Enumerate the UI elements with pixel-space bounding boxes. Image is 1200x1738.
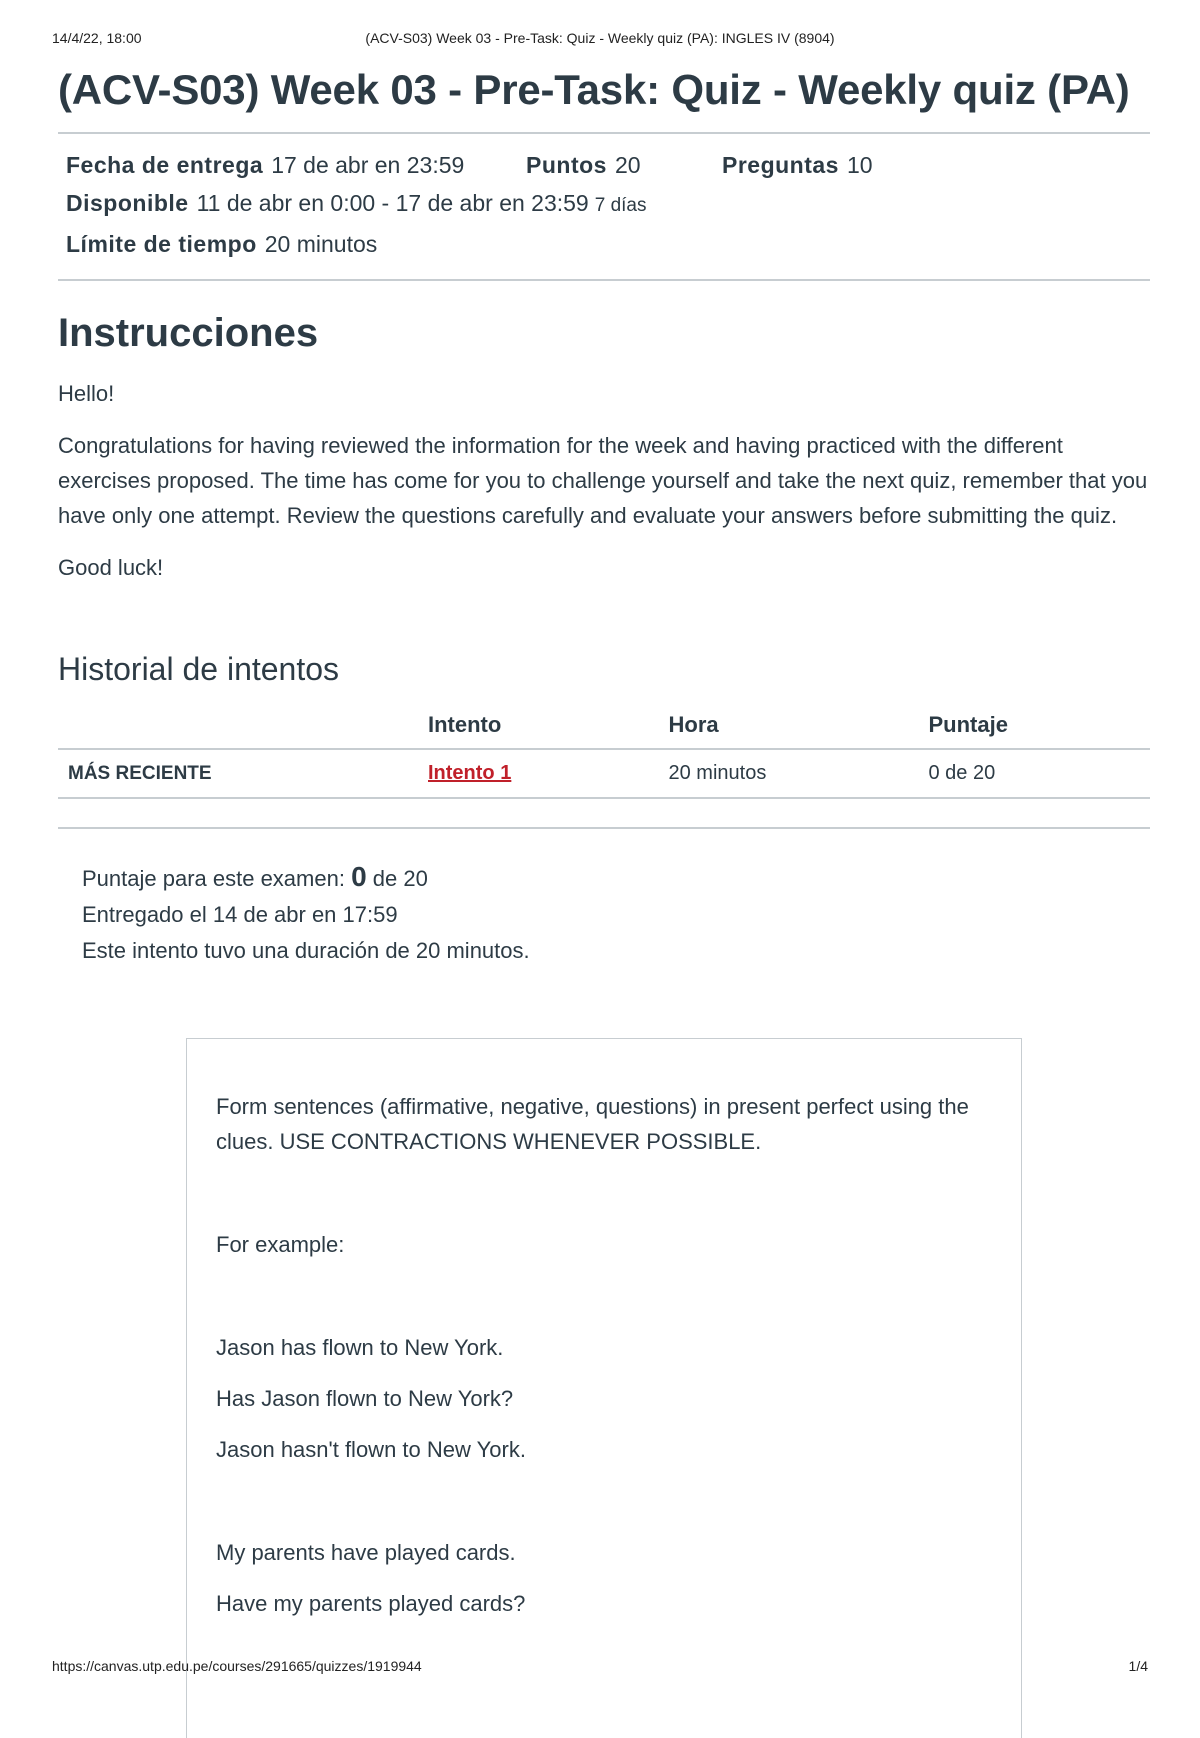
print-date: 14/4/22, 18:00: [52, 30, 142, 46]
attempt-time: 20 minutos: [659, 749, 919, 798]
questions-value: 10: [846, 152, 873, 178]
history-heading: Historial de intentos: [58, 651, 340, 687]
column-header-blank: [58, 706, 418, 749]
attempts-table: [58, 706, 1150, 799]
print-footer: [52, 1658, 1148, 1678]
spacer: [216, 1262, 993, 1330]
attempt-link[interactable]: Intento 1: [428, 762, 512, 784]
questions-item: [722, 146, 873, 184]
example-line: Has Jason flown to New York?: [216, 1386, 514, 1411]
due-date-item: [66, 146, 526, 184]
attempt-result: [82, 859, 1150, 969]
attempt-score: 0 de 20: [919, 749, 1151, 798]
table-row: [58, 749, 1150, 798]
score-value: 0: [351, 861, 367, 892]
main-content: [58, 60, 1150, 969]
print-doc-title: (ACV-S03) Week 03 - Pre-Task: Quiz - Weekly quiz (PA): INGLES IV (8904): [365, 30, 835, 46]
due-date-label: Fecha de entrega: [66, 152, 264, 178]
instructions-greeting: Hello!: [58, 381, 115, 406]
available-label: Disponible: [66, 190, 189, 216]
page-title: (ACV-S03) Week 03 - Pre-Task: Quiz - Weekly quiz (PA): [58, 60, 1150, 134]
column-header-time: Hora: [668, 712, 719, 737]
attempts-header-row: [58, 706, 1150, 749]
example-line: Have my parents played cards?: [216, 1591, 526, 1616]
print-url: https://canvas.utp.edu.pe/courses/291665/quizzes/1919944: [52, 1658, 422, 1674]
spacer: [216, 1467, 993, 1535]
score-line: [82, 859, 1150, 897]
quiz-details: [58, 134, 1150, 281]
questions-label: Preguntas: [722, 152, 839, 178]
instructions-paragraph: Congratulations for having reviewed the information for the week and having practiced with the different exercises proposed. The time has come for you to challenge yourself and take the next quiz, remember that you have only one attempt. Review the questions carefully and evaluate your answers before submitting the quiz.: [58, 433, 1148, 528]
score-suffix: de 20: [372, 866, 428, 891]
instructions-body: [58, 376, 1150, 585]
print-header: [52, 30, 1148, 50]
points-value: 20: [614, 152, 641, 178]
spacer: [216, 1416, 993, 1432]
latest-label: MÁS RECIENTE: [58, 749, 418, 798]
question-box: [186, 1038, 1022, 1738]
score-prefix: Puntaje para este examen:: [82, 866, 345, 891]
points-item: [526, 146, 722, 184]
details-row-due: [66, 146, 1142, 184]
spacer: [216, 1570, 993, 1586]
available-value: 11 de abr en 0:00 - 17 de abr en 23:59: [196, 190, 589, 216]
duration-line: Este intento tuvo una duración de 20 minutos.: [82, 938, 530, 963]
spacer: [216, 1159, 993, 1227]
details-row-time-limit: [66, 225, 1142, 263]
spacer: [216, 1365, 993, 1381]
details-row-available: [66, 184, 1142, 225]
example-label: For example:: [216, 1232, 345, 1257]
page-number: 1/4: [1128, 1658, 1148, 1674]
instructions-heading: Instrucciones: [58, 311, 319, 355]
example-line: My parents have played cards.: [216, 1540, 516, 1565]
column-header-attempt: Intento: [428, 712, 502, 737]
points-label: Puntos: [526, 152, 607, 178]
available-days: 7 días: [594, 195, 647, 216]
question-prompt: Form sentences (affirmative, negative, questions) in present perfect using the clues. USE CONTRACTIONS WHENEVER POSSIBLE.: [216, 1094, 969, 1154]
divider: [58, 827, 1150, 829]
example-line: Jason hasn't flown to New York.: [216, 1437, 526, 1462]
example-line: Jason has flown to New York.: [216, 1335, 504, 1360]
column-header-score: Puntaje: [928, 712, 1008, 737]
due-date-value: 17 de abr en 23:59: [271, 152, 465, 178]
time-limit-label: Límite de tiempo: [66, 231, 257, 257]
submitted-line: Entregado el 14 de abr en 17:59: [82, 902, 398, 927]
instructions-closing: Good luck!: [58, 555, 164, 580]
attempt-cell: [418, 749, 659, 798]
time-limit-value: 20 minutos: [264, 231, 378, 257]
